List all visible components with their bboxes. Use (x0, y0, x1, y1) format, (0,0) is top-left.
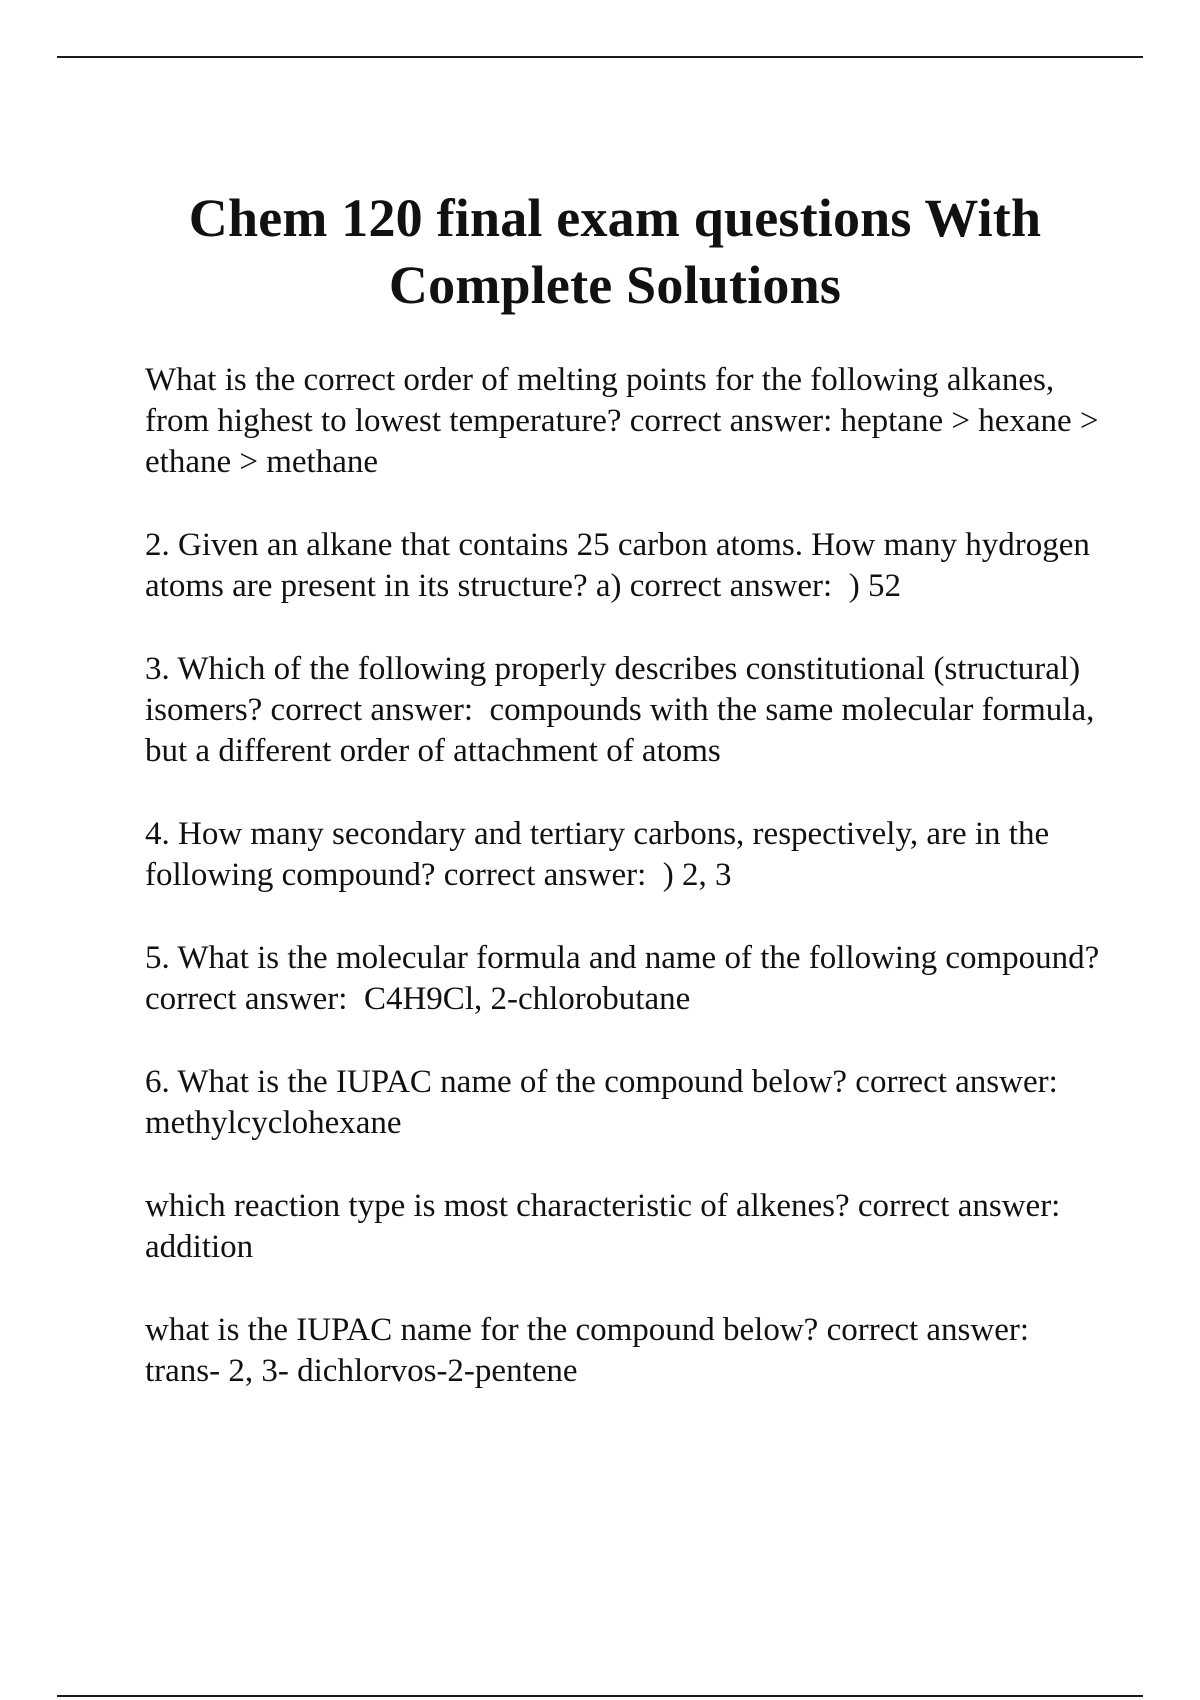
qa-item-alkene-reaction: which reaction type is most characteristic of alkenes? correct answer: addition (145, 1188, 1077, 1265)
qa-item-iupac-pentene: what is the IUPAC name for the compound below? correct answer: trans- 2, 3- dichlorvos-2-pentene (145, 1312, 1046, 1389)
top-divider (57, 56, 1143, 58)
qa-item-iupac-methylcyclohexane: 6. What is the IUPAC name of the compound below? correct answer: methylcyclohexane (145, 1064, 1075, 1141)
qa-list (145, 360, 1108, 1434)
bottom-divider (57, 1695, 1143, 1697)
qa-item-molecular-formula: 5. What is the molecular formula and name of the following compound? correct answer: C4H9Cl, 2-chlorobutane (145, 940, 1108, 1017)
page-title (100, 185, 1130, 319)
qa-item-hydrogen-atoms: 2. Given an alkane that contains 25 carbon atoms. How many hydrogen atoms are present in its structure? a) correct answer: ) 52 (145, 527, 1099, 604)
title-line-2: Complete Solutions (388, 255, 842, 315)
qa-item-secondary-tertiary-carbons: 4. How many secondary and tertiary carbons, respectively, are in the following compound? correct answer: ) 2, 3 (145, 816, 1058, 893)
qa-item-melting-points: What is the correct order of melting points for the following alkanes, from highest to lowest temperature? correct answer: heptane > hexane > ethane > methane (145, 362, 1107, 480)
qa-item-constitutional-isomers: 3. Which of the following properly describes constitutional (structural) isomers? correct answer: compounds with the same molecular formula, but a different order of attachment of atoms (145, 651, 1103, 769)
title-line-1: Chem 120 final exam questions With (188, 188, 1042, 248)
